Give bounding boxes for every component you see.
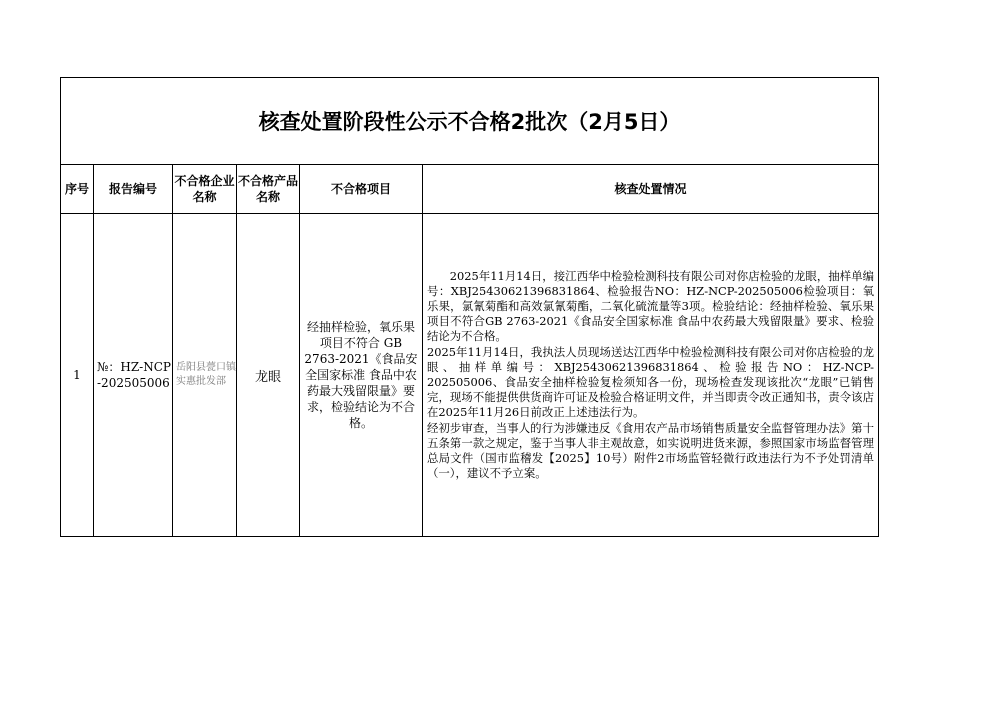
cell-item: 经抽样检验，氧乐果项目不符合 GB 2763-2021《食品安全国家标准 食品中农药最大残留限量》要求，检验结论为不合格。 <box>300 214 423 537</box>
disposal-paragraph-2: 2025年11月14日，我执法人员现场送达江西华中检验检测科技有限公司对你店检验的龙眼、抽样单编号：XBJ25430621396831864、检验报告NO：HZ-NCP-202505006、食品安全抽样检验复检须知各一份，现场检查发现该批次“龙眼”已销售完，现场不能提供供货商许可证及检验合格证明文件，并当即责令改正通知书，责令该店在2025年11月26日前改正上述违法行为。 <box>427 344 875 420</box>
header-product: 不合格产品名称 <box>237 165 300 214</box>
header-row <box>61 165 879 214</box>
cell-report-no: №：HZ-NCP-202505006 <box>94 214 173 537</box>
cell-disposal <box>423 214 879 537</box>
cell-product: 龙眼 <box>237 214 300 537</box>
page-title: 核查处置阶段性公示不合格2批次（2月5日） <box>61 78 879 165</box>
table-row <box>61 214 879 537</box>
header-seq: 序号 <box>61 165 94 214</box>
disposal-paragraph-1: 2025年11月14日，接江西华中检验检测科技有限公司对你店检验的龙眼，抽样单编号：XBJ25430621396831864、检验报告NO：HZ-NCP-202505006检验项目：氧乐果，氯氰菊酯和高效氯氰菊酯，二氧化硫流量等3项。检验结论：经抽样检验、氧乐果项目不符合GB 2763-2021《食品安全国家标准 食品中农药最大残留限量》要求、检验结论为不合格。 <box>427 268 875 344</box>
cell-company: 岳阳县甍口镇实惠批发部 <box>173 214 237 537</box>
header-company: 不合格企业名称 <box>173 165 237 214</box>
header-item: 不合格项目 <box>300 165 423 214</box>
cell-seq: 1 <box>61 214 94 537</box>
disposal-table <box>60 77 879 537</box>
header-report-no: 报告编号 <box>94 165 173 214</box>
disposal-paragraph-3: 经初步审查，当事人的行为涉嫌违反《食用农产品市场销售质量安全监督管理办法》第十五条第一款之规定，鉴于当事人非主观故意，如实说明进货来源，参照国家市场监督管理总局文件（国市监稽发【2025】10号）附件2市场监管轻微行政违法行为不予处罚清单（一），建议不予立案。 <box>427 420 875 481</box>
header-disposal: 核查处置情况 <box>423 165 879 214</box>
